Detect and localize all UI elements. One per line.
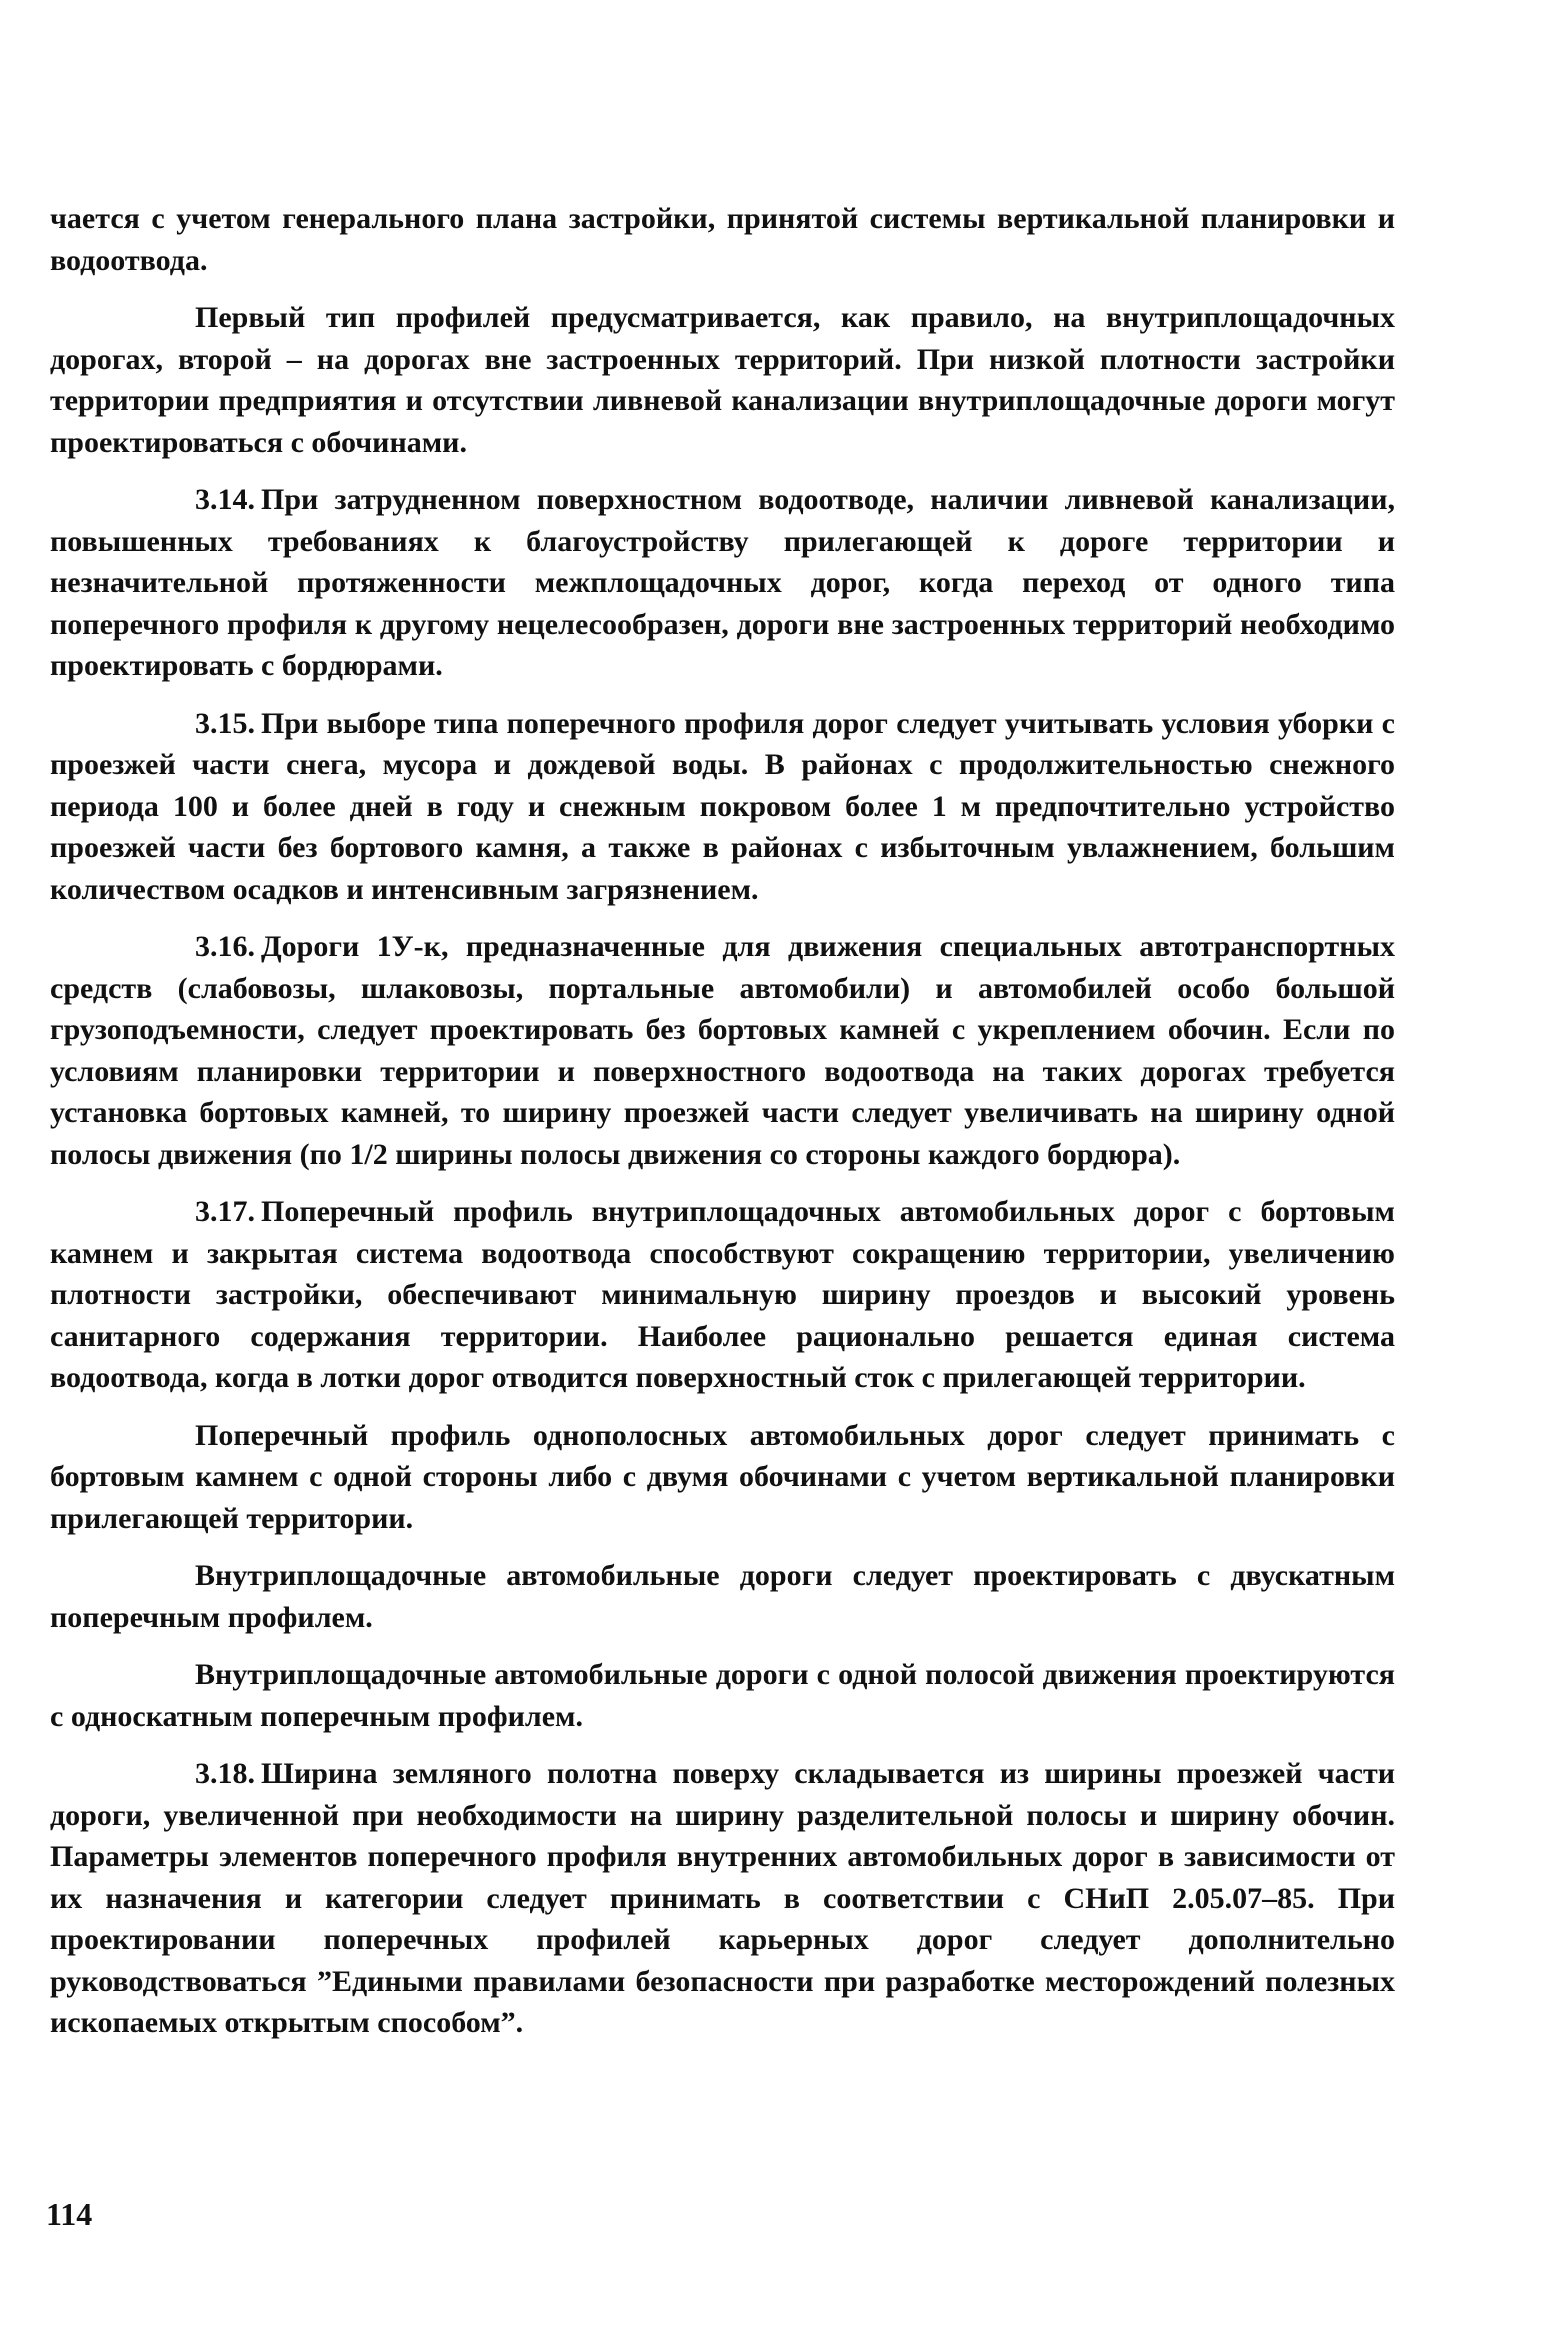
paragraph-continuation: [50, 198, 1395, 281]
paragraph-text: чается с учетом генерального плана застройки, принятой системы вертикальной планировки и водоотвода.: [50, 202, 1395, 277]
paragraph-single-lane-profile: [50, 1415, 1395, 1540]
paragraph-3-15: [50, 703, 1395, 911]
section-number: 3.17.: [195, 1195, 255, 1228]
paragraph-two-slope-profile: [50, 1555, 1395, 1638]
paragraph-text: При затрудненном поверхностном водоотводе, наличии ливневой канализации, повышенных требованиях к благоустройству прилегающей к дороге территории и незначительной протяженности межплощадочных дорог, когда переход от одного типа поперечного профиля к другому нецелесообразен, дороги вне застроенных территорий необходимо проектировать с бордюрами.: [50, 483, 1395, 682]
paragraph-3-18: [50, 1753, 1395, 2044]
paragraph-text: Поперечный профиль однополосных автомобильных дорог следует принимать с бортовым камнем с одной стороны либо с двумя обочинами с учетом вертикальной планировки прилегающей территории.: [50, 1418, 1395, 1535]
paragraph-text: Внутриплощадочные автомобильные дороги с одной полосой движения проектируются с односкатным поперечным профилем.: [50, 1658, 1395, 1733]
paragraph-text: Поперечный профиль внутриплощадочных автомобильных дорог с бортовым камнем и закрытая система водоотвода способствуют сокращению территории, увеличению плотности застройки, обеспечивают минимальную ширину проездов и высокий уровень санитарного содержания территории. Наиболее рационально решается единая система водоотвода, когда в лотки дорог отводится поверхностный сток с прилегающей территории.: [50, 1195, 1395, 1394]
document-page: [50, 198, 1395, 2044]
page-number: 114: [46, 2196, 93, 2232]
section-number: 3.18.: [195, 1757, 255, 1790]
section-number: 3.14.: [195, 483, 255, 516]
paragraph-text: Внутриплощадочные автомобильные дороги следует проектировать с двускатным поперечным профилем.: [50, 1559, 1395, 1634]
paragraph-text: Ширина земляного полотна поверху складывается из ширины проезжей части дороги, увеличенной при необходимости на ширину разделительной полосы и ширину обочин. Параметры элементов поперечного профиля внутренних автомобильных дорог в зависимости от их назначения и категории следует принимать в соответствии с СНиП 2.05.07–85. При проектировании поперечных профилей карьерных дорог следует дополнительно руководствоваться ”Едиными правилами безопасности при разработке месторождений полезных ископаемых открытым способом”.: [50, 1757, 1395, 2039]
paragraph-profile-types: [50, 297, 1395, 463]
section-number: 3.15.: [195, 706, 255, 740]
paragraph-3-17: [50, 1191, 1395, 1399]
paragraph-text: Первый тип профилей предусматривается, как правило, на внутриплощадочных дорогах, второй – на дорогах вне застроенных территорий. При низкой плотности застройки территории предприятия и отсутствии ливневой канализации внутриплощадочные дороги могут проектироваться с обочинами.: [50, 301, 1395, 459]
paragraph-text: При выборе типа поперечного профиля дорог следует учитывать условия уборки с проезжей части снега, мусора и дождевой воды. В районах с продолжительностью снежного периода 100 и более дней в году и снежным покровом более 1 м предпочтительно устройство проезжей части без бортового камня, а также в районах с избыточным увлажнением, большим количеством осадков и интенсивным загрязнением.: [50, 706, 1395, 906]
paragraph-3-16: [50, 926, 1395, 1175]
paragraph-text: Дороги 1У-к, предназначенные для движения специальных автотранспортных средств (слабовозы, шлаковозы, портальные автомобили) и автомобилей особо большой грузоподъемности, следует проектировать без бортовых камней с укреплением обочин. Если по условиям планировки территории и поверхностного водоотвода на таких дорогах требуется установка бортовых камней, то ширину проезжей части следует увеличивать на ширину одной полосы движения (по 1/2 ширины полосы движения со стороны каждого бордюра).: [50, 930, 1395, 1171]
paragraph-3-14: [50, 479, 1395, 687]
paragraph-single-slope-profile: [50, 1654, 1395, 1737]
section-number: 3.16.: [195, 930, 255, 963]
